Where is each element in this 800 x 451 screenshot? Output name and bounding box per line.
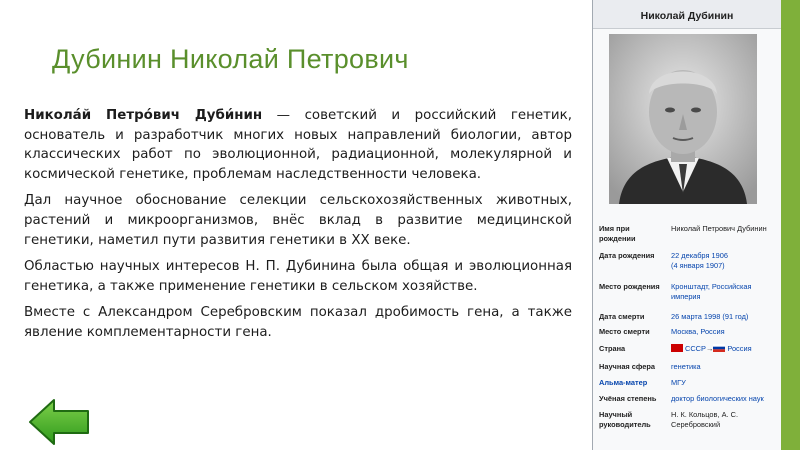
death-date-link[interactable]: 26 марта 1998 (91 год) xyxy=(671,312,749,321)
row-label: Дата смерти xyxy=(599,312,645,321)
birth-date-link[interactable]: 22 декабря 1906 xyxy=(671,251,728,260)
row-value xyxy=(671,251,777,270)
alma-mater-label-link[interactable]: Альма-матер xyxy=(599,378,648,387)
paragraph-3: Областью научных интересов Н. П. Дубинина была общая и эволюционная генетика, а также применение генетики в сельском хозяйстве. xyxy=(24,259,572,294)
paragraph-4: Вместе с Александром Серебровским показал дробимость гена, а также явление комплементарности гена. xyxy=(24,305,572,340)
death-place-link[interactable]: Москва, Россия xyxy=(671,327,725,336)
paragraph-text: — советский и российский генетик, основатель и разработчик многих новых направлений биологии, автор классических работ по эволюционной, радиационной, молекулярной и космической генетике, проблемам наследственности человека. xyxy=(24,108,572,182)
slide-title: Дубинин Николай Петрович xyxy=(52,44,409,74)
row-label: Научный руководитель xyxy=(599,410,651,429)
slide-body xyxy=(24,106,572,350)
advisors-value: Н. К. Кольцов, А. С. Серебровский xyxy=(671,410,738,429)
paragraph-2: Дал научное обоснование селекции сельскохозяйственных животных, растений и микроорганизмов, внёс вклад в развитие медицинской генетики, наметил пути развития генетики в XX веке. xyxy=(24,193,572,248)
back-button[interactable] xyxy=(28,398,90,446)
paragraph-1 xyxy=(24,106,572,184)
row-value xyxy=(671,344,777,354)
alma-mater-link[interactable]: МГУ xyxy=(671,378,686,387)
country-russia-link[interactable]: Россия xyxy=(727,344,752,353)
ussr-flag-icon xyxy=(671,344,683,352)
degree-link[interactable]: доктор биологических наук xyxy=(671,394,764,403)
country-ussr-link[interactable]: СССР xyxy=(685,344,706,353)
paragraph-lead: Никола́й Петро́вич Дуби́нин xyxy=(24,108,263,123)
russia-flag-icon xyxy=(713,344,725,352)
row-label: Дата рождения xyxy=(599,251,655,260)
row-label: Место смерти xyxy=(599,327,650,336)
row-label: Имя при рождении xyxy=(599,224,636,243)
row-label: Страна xyxy=(599,344,626,353)
left-arrow-icon xyxy=(28,398,90,446)
field-link[interactable]: генетика xyxy=(671,362,701,371)
portrait-photo xyxy=(609,34,757,204)
accent-bar xyxy=(780,0,800,450)
arrow-separator: → xyxy=(705,344,714,353)
infobox-title: Николай Дубинин xyxy=(593,0,781,29)
row-label: Место рождения xyxy=(599,282,660,291)
row-label: Научная сфера xyxy=(599,362,656,371)
row-label: Учёная степень xyxy=(599,394,657,403)
wiki-infobox xyxy=(592,0,781,450)
birth-date-old-style-link[interactable]: (4 января 1907) xyxy=(671,260,725,270)
row-value: Николай Петрович Дубинин xyxy=(671,224,767,233)
birth-place-link[interactable]: Кронштадт, Российская империя xyxy=(671,282,752,301)
